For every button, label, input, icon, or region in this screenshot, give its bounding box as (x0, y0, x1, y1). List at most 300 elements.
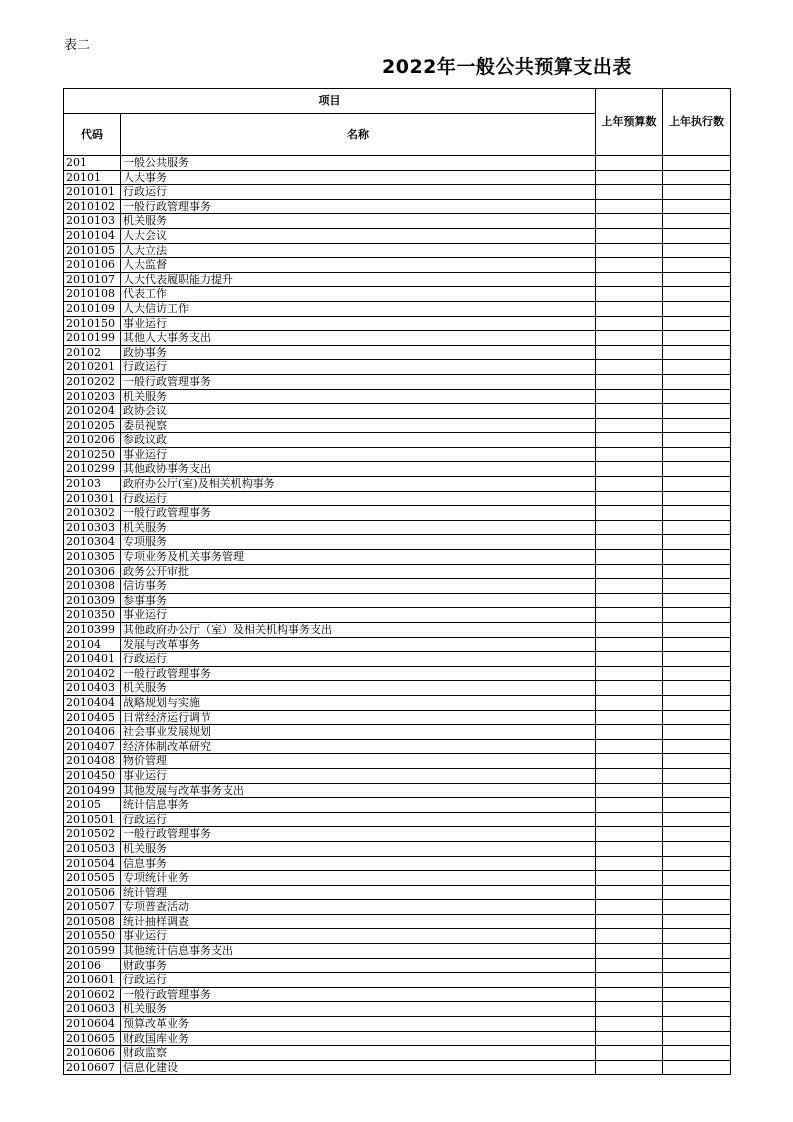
row-code: 2010507 (64, 900, 121, 915)
table-row (64, 243, 731, 258)
row-code: 2010350 (64, 608, 121, 623)
row-code: 2010202 (64, 374, 121, 389)
row-name: 人大立法 (121, 243, 596, 258)
row-name: 事业运行 (121, 316, 596, 331)
header-prev-exec: 上年执行数 (663, 89, 731, 156)
table-row (64, 272, 731, 287)
row-code: 2010205 (64, 418, 121, 433)
table-row (64, 185, 731, 200)
row-name: 社会事业发展规划 (121, 725, 596, 740)
row-name: 其他人大事务支出 (121, 331, 596, 346)
row-name: 机关服务 (121, 1002, 596, 1017)
row-prev-budget (596, 185, 663, 200)
row-prev-budget (596, 272, 663, 287)
row-prev-budget (596, 987, 663, 1002)
row-code: 2010308 (64, 579, 121, 594)
row-prev-exec (663, 812, 731, 827)
table-row (64, 447, 731, 462)
row-name: 信息事务 (121, 856, 596, 871)
row-prev-exec (663, 214, 731, 229)
row-name: 其他政协事务支出 (121, 462, 596, 477)
row-code: 2010502 (64, 827, 121, 842)
table-row (64, 331, 731, 346)
row-code: 2010301 (64, 491, 121, 506)
table-row (64, 228, 731, 243)
row-prev-exec (663, 506, 731, 521)
table-row (64, 462, 731, 477)
row-prev-budget (596, 462, 663, 477)
table-row (64, 170, 731, 185)
row-code: 2010106 (64, 258, 121, 273)
row-name: 经济体制改革研究 (121, 739, 596, 754)
table-row (64, 608, 731, 623)
row-prev-exec (663, 404, 731, 419)
row-prev-budget (596, 374, 663, 389)
row-prev-budget (596, 228, 663, 243)
row-prev-budget (596, 929, 663, 944)
row-name: 参政议政 (121, 433, 596, 448)
row-prev-budget (596, 695, 663, 710)
table-row (64, 360, 731, 375)
table-row (64, 506, 731, 521)
row-name: 人大会议 (121, 228, 596, 243)
row-prev-exec (663, 856, 731, 871)
row-prev-exec (663, 987, 731, 1002)
row-name: 机关服务 (121, 681, 596, 696)
row-prev-exec (663, 272, 731, 287)
row-prev-exec (663, 447, 731, 462)
table-row (64, 564, 731, 579)
row-code: 2010105 (64, 243, 121, 258)
header-prev-budget: 上年预算数 (596, 89, 663, 156)
table-row (64, 637, 731, 652)
row-code: 2010404 (64, 695, 121, 710)
row-prev-exec (663, 1046, 731, 1061)
row-prev-exec (663, 885, 731, 900)
table-row (64, 477, 731, 492)
row-prev-exec (663, 418, 731, 433)
row-prev-exec (663, 1060, 731, 1075)
row-prev-exec (663, 681, 731, 696)
row-name: 日常经济运行调节 (121, 710, 596, 725)
row-prev-exec (663, 637, 731, 652)
row-prev-budget (596, 871, 663, 886)
row-code: 2010108 (64, 287, 121, 302)
table-row (64, 754, 731, 769)
row-prev-exec (663, 258, 731, 273)
table-row (64, 316, 731, 331)
table-row (64, 856, 731, 871)
row-prev-budget (596, 841, 663, 856)
table-row (64, 827, 731, 842)
row-code: 20104 (64, 637, 121, 652)
row-prev-budget (596, 258, 663, 273)
table-row (64, 900, 731, 915)
table-row (64, 695, 731, 710)
table-row (64, 345, 731, 360)
row-code: 2010203 (64, 389, 121, 404)
row-prev-budget (596, 447, 663, 462)
row-code: 2010302 (64, 506, 121, 521)
row-code: 20103 (64, 477, 121, 492)
row-prev-exec (663, 433, 731, 448)
row-prev-exec (663, 520, 731, 535)
table-row (64, 287, 731, 302)
row-name: 行政运行 (121, 360, 596, 375)
row-name: 发展与改革事务 (121, 637, 596, 652)
row-name: 其他统计信息事务支出 (121, 944, 596, 959)
row-prev-exec (663, 1017, 731, 1032)
row-name: 专项统计业务 (121, 871, 596, 886)
table-row (64, 433, 731, 448)
table-row (64, 156, 731, 171)
row-name: 专项业务及机关事务管理 (121, 550, 596, 565)
row-name: 机关服务 (121, 389, 596, 404)
row-prev-exec (663, 360, 731, 375)
table-row (64, 1017, 731, 1032)
row-name: 政协事务 (121, 345, 596, 360)
row-prev-exec (663, 491, 731, 506)
row-prev-exec (663, 973, 731, 988)
row-code: 20102 (64, 345, 121, 360)
row-prev-exec (663, 652, 731, 667)
row-name: 机关服务 (121, 214, 596, 229)
row-prev-exec (663, 389, 731, 404)
row-name: 委员视察 (121, 418, 596, 433)
table-row (64, 1060, 731, 1075)
row-code: 2010602 (64, 987, 121, 1002)
row-code: 2010408 (64, 754, 121, 769)
row-prev-budget (596, 520, 663, 535)
table-row (64, 783, 731, 798)
row-prev-exec (663, 958, 731, 973)
row-code: 2010403 (64, 681, 121, 696)
row-name: 人大信访工作 (121, 301, 596, 316)
row-prev-exec (663, 783, 731, 798)
row-code: 2010605 (64, 1031, 121, 1046)
row-prev-budget (596, 914, 663, 929)
row-code: 2010107 (64, 272, 121, 287)
row-prev-exec (663, 579, 731, 594)
row-prev-budget (596, 593, 663, 608)
row-prev-exec (663, 550, 731, 565)
row-name: 其他政府办公厅（室）及相关机构事务支出 (121, 623, 596, 638)
row-code: 2010201 (64, 360, 121, 375)
row-prev-exec (663, 695, 731, 710)
row-prev-exec (663, 768, 731, 783)
row-prev-budget (596, 506, 663, 521)
row-code: 2010503 (64, 841, 121, 856)
row-prev-exec (663, 564, 731, 579)
row-name: 行政运行 (121, 652, 596, 667)
row-prev-exec (663, 710, 731, 725)
row-code: 2010306 (64, 564, 121, 579)
row-prev-exec (663, 156, 731, 171)
row-name: 一般行政管理事务 (121, 374, 596, 389)
budget-table (63, 88, 731, 1075)
row-prev-budget (596, 360, 663, 375)
row-code: 2010109 (64, 301, 121, 316)
row-code: 201 (64, 156, 121, 171)
header-code: 代码 (64, 114, 121, 156)
row-name: 政府办公厅(室)及相关机构事务 (121, 477, 596, 492)
row-prev-exec (663, 345, 731, 360)
row-name: 一般行政管理事务 (121, 987, 596, 1002)
row-name: 机关服务 (121, 520, 596, 535)
row-prev-budget (596, 666, 663, 681)
row-code: 2010305 (64, 550, 121, 565)
row-prev-budget (596, 1017, 663, 1032)
row-code: 2010607 (64, 1060, 121, 1075)
table-body (64, 156, 731, 1075)
row-name: 行政运行 (121, 491, 596, 506)
row-prev-exec (663, 535, 731, 550)
row-prev-budget (596, 652, 663, 667)
sheet-label: 表二 (64, 38, 91, 53)
row-prev-exec (663, 1031, 731, 1046)
table-row (64, 666, 731, 681)
row-name: 一般行政管理事务 (121, 506, 596, 521)
row-prev-exec (663, 287, 731, 302)
header-item: 项目 (64, 89, 596, 114)
row-prev-budget (596, 579, 663, 594)
row-code: 2010402 (64, 666, 121, 681)
row-prev-budget (596, 156, 663, 171)
row-code: 20101 (64, 170, 121, 185)
row-name: 行政运行 (121, 812, 596, 827)
table-row (64, 1046, 731, 1061)
row-code: 2010450 (64, 768, 121, 783)
row-prev-budget (596, 404, 663, 419)
row-code: 2010599 (64, 944, 121, 959)
row-code: 2010604 (64, 1017, 121, 1032)
table-row (64, 652, 731, 667)
row-prev-budget (596, 973, 663, 988)
table-row (64, 914, 731, 929)
table-row (64, 710, 731, 725)
row-prev-exec (663, 228, 731, 243)
table-row (64, 404, 731, 419)
row-prev-exec (663, 170, 731, 185)
row-prev-budget (596, 1046, 663, 1061)
row-code: 2010304 (64, 535, 121, 550)
row-code: 2010250 (64, 447, 121, 462)
table-row (64, 1002, 731, 1017)
row-code: 2010550 (64, 929, 121, 944)
row-prev-budget (596, 856, 663, 871)
table-row (64, 535, 731, 550)
row-prev-exec (663, 914, 731, 929)
row-prev-budget (596, 944, 663, 959)
row-name: 行政运行 (121, 185, 596, 200)
row-prev-exec (663, 623, 731, 638)
row-prev-exec (663, 725, 731, 740)
row-code: 2010601 (64, 973, 121, 988)
row-prev-budget (596, 199, 663, 214)
row-prev-budget (596, 681, 663, 696)
row-prev-exec (663, 316, 731, 331)
row-prev-budget (596, 564, 663, 579)
table-row (64, 885, 731, 900)
row-prev-budget (596, 623, 663, 638)
row-prev-exec (663, 739, 731, 754)
table-row (64, 214, 731, 229)
row-code: 2010407 (64, 739, 121, 754)
row-name: 财政监察 (121, 1046, 596, 1061)
table-row (64, 550, 731, 565)
table-row (64, 593, 731, 608)
row-prev-budget (596, 958, 663, 973)
row-prev-budget (596, 535, 663, 550)
row-prev-budget (596, 345, 663, 360)
row-name: 人大代表履职能力提升 (121, 272, 596, 287)
row-code: 2010199 (64, 331, 121, 346)
table-row (64, 841, 731, 856)
row-name: 一般行政管理事务 (121, 199, 596, 214)
row-code: 2010150 (64, 316, 121, 331)
row-code: 2010101 (64, 185, 121, 200)
row-name: 预算改革业务 (121, 1017, 596, 1032)
row-prev-exec (663, 754, 731, 769)
row-code: 2010104 (64, 228, 121, 243)
row-name: 专项服务 (121, 535, 596, 550)
row-code: 2010401 (64, 652, 121, 667)
row-prev-budget (596, 768, 663, 783)
row-prev-budget (596, 725, 663, 740)
page-title: 2022年一般公共预算支出表 (382, 56, 632, 78)
table-row (64, 871, 731, 886)
table-row (64, 520, 731, 535)
header-name: 名称 (121, 114, 596, 156)
row-name: 信息化建设 (121, 1060, 596, 1075)
row-code: 2010505 (64, 871, 121, 886)
table-row (64, 681, 731, 696)
table-row (64, 958, 731, 973)
row-prev-budget (596, 798, 663, 813)
row-name: 事业运行 (121, 608, 596, 623)
row-prev-exec (663, 900, 731, 915)
row-prev-exec (663, 666, 731, 681)
row-prev-budget (596, 754, 663, 769)
row-prev-budget (596, 214, 663, 229)
row-code: 2010299 (64, 462, 121, 477)
table-row (64, 389, 731, 404)
row-prev-budget (596, 331, 663, 346)
row-prev-exec (663, 593, 731, 608)
row-code: 2010103 (64, 214, 121, 229)
row-code: 2010102 (64, 199, 121, 214)
row-name: 一般行政管理事务 (121, 666, 596, 681)
table-row (64, 199, 731, 214)
row-prev-budget (596, 1002, 663, 1017)
row-prev-exec (663, 1002, 731, 1017)
row-prev-budget (596, 637, 663, 652)
row-name: 物价管理 (121, 754, 596, 769)
row-prev-budget (596, 301, 663, 316)
row-code: 2010508 (64, 914, 121, 929)
row-name: 事业运行 (121, 447, 596, 462)
row-prev-exec (663, 841, 731, 856)
row-name: 统计管理 (121, 885, 596, 900)
row-prev-budget (596, 243, 663, 258)
row-name: 信访事务 (121, 579, 596, 594)
row-prev-budget (596, 316, 663, 331)
row-name: 一般公共服务 (121, 156, 596, 171)
row-prev-exec (663, 199, 731, 214)
row-name: 统计信息事务 (121, 798, 596, 813)
row-name: 专项普查活动 (121, 900, 596, 915)
row-name: 一般行政管理事务 (121, 827, 596, 842)
row-prev-exec (663, 477, 731, 492)
table-row (64, 301, 731, 316)
table-row (64, 491, 731, 506)
row-name: 政协会议 (121, 404, 596, 419)
row-prev-exec (663, 929, 731, 944)
row-prev-budget (596, 812, 663, 827)
row-code: 2010303 (64, 520, 121, 535)
table-row (64, 725, 731, 740)
row-name: 政务公开审批 (121, 564, 596, 579)
row-prev-exec (663, 827, 731, 842)
table-row (64, 987, 731, 1002)
row-prev-exec (663, 331, 731, 346)
row-name: 战略规划与实施 (121, 695, 596, 710)
row-prev-exec (663, 944, 731, 959)
row-prev-budget (596, 1031, 663, 1046)
row-name: 统计抽样调查 (121, 914, 596, 929)
row-prev-budget (596, 783, 663, 798)
row-code: 2010399 (64, 623, 121, 638)
table-row (64, 812, 731, 827)
row-prev-budget (596, 900, 663, 915)
row-prev-budget (596, 710, 663, 725)
row-prev-budget (596, 170, 663, 185)
row-prev-budget (596, 608, 663, 623)
row-name: 人大监督 (121, 258, 596, 273)
table-row (64, 768, 731, 783)
table-row (64, 973, 731, 988)
row-code: 2010499 (64, 783, 121, 798)
table-row (64, 944, 731, 959)
row-name: 财政国库业务 (121, 1031, 596, 1046)
row-name: 人大事务 (121, 170, 596, 185)
row-prev-exec (663, 462, 731, 477)
row-code: 2010606 (64, 1046, 121, 1061)
row-name: 行政运行 (121, 973, 596, 988)
row-prev-budget (596, 739, 663, 754)
row-prev-exec (663, 374, 731, 389)
row-prev-exec (663, 608, 731, 623)
row-prev-budget (596, 885, 663, 900)
row-prev-budget (596, 389, 663, 404)
table-row (64, 374, 731, 389)
row-code: 2010501 (64, 812, 121, 827)
row-code: 2010204 (64, 404, 121, 419)
row-name: 事业运行 (121, 768, 596, 783)
row-code: 2010506 (64, 885, 121, 900)
table-row (64, 579, 731, 594)
row-code: 2010405 (64, 710, 121, 725)
row-prev-budget (596, 477, 663, 492)
row-prev-budget (596, 418, 663, 433)
row-code: 2010206 (64, 433, 121, 448)
row-name: 机关服务 (121, 841, 596, 856)
row-prev-budget (596, 433, 663, 448)
row-prev-budget (596, 550, 663, 565)
row-prev-budget (596, 827, 663, 842)
row-code: 2010603 (64, 1002, 121, 1017)
row-prev-exec (663, 301, 731, 316)
